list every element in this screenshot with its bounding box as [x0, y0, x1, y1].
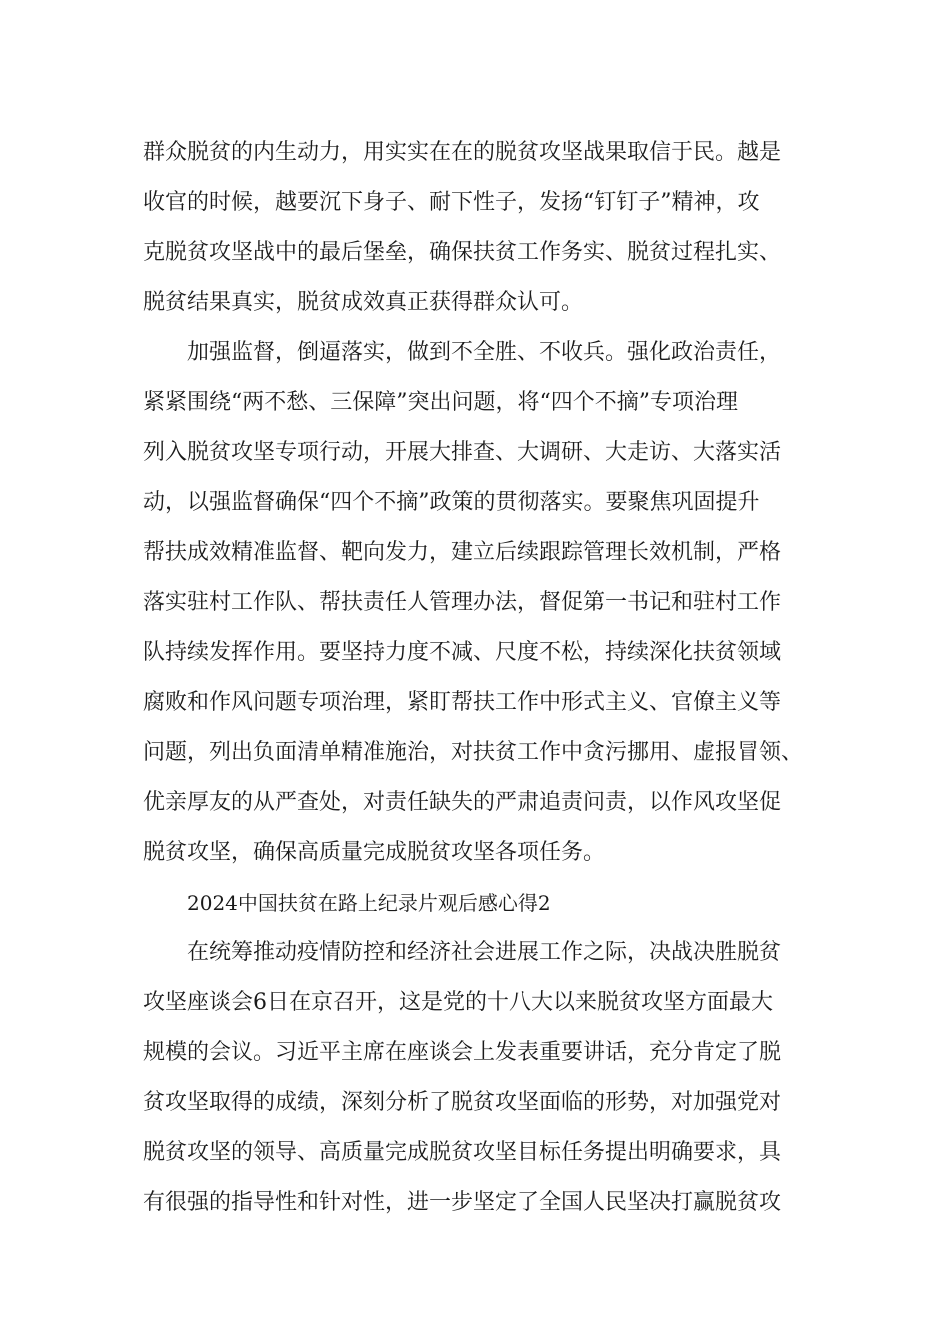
text-line: 有很强的指导性和针对性，进一步坚定了全国人民坚决打赢脱贫攻	[143, 1190, 782, 1215]
document-body	[143, 128, 827, 1228]
text-line: 脱贫结果真实，脱贫成效真正获得群众认可。	[143, 290, 584, 315]
text-line: 贫攻坚取得的成绩，深刻分析了脱贫攻坚面临的形势，对加强党对	[143, 1090, 782, 1115]
text-line: 紧紧围绕“两不愁、三保障”突出问题，将“四个不摘”专项治理	[143, 390, 738, 415]
text-line: 脱贫攻坚的领导、高质量完成脱贫攻坚目标任务提出明确要求，具	[143, 1140, 782, 1165]
text-line: 加强监督，倒逼落实，做到不全胜、不收兵。强化政治责任，	[187, 340, 782, 365]
text-line: 规模的会议。习近平主席在座谈会上发表重要讲话，充分肯定了脱	[143, 1040, 782, 1065]
text-line: 队持续发挥作用。要坚持力度不减、尺度不松，持续深化扶贫领域	[143, 640, 782, 665]
text-line: 在统筹推动疫情防控和经济社会进展工作之际，决战决胜脱贫	[187, 940, 782, 965]
text-line: 帮扶成效精准监督、靶向发力，建立后续跟踪管理长效机制，严格	[143, 540, 782, 565]
text-line: 腐败和作风问题专项治理，紧盯帮扶工作中形式主义、官僚主义等	[143, 690, 782, 715]
text-line: 问题，列出负面清单精准施治，对扶贫工作中贪污挪用、虚报冒领、	[143, 740, 804, 765]
text-line: 收官的时候，越要沉下身子、耐下性子，发扬“钉钉子”精神，攻	[143, 190, 760, 215]
section-heading: 2024中国扶贫在路上纪录片观后感心得2	[187, 891, 551, 915]
text-line: 动，以强监督确保“四个不摘”政策的贯彻落实。要聚焦巩固提升	[143, 490, 760, 515]
text-line: 群众脱贫的内生动力，用实实在在的脱贫攻坚战果取信于民。越是	[143, 140, 782, 165]
text-line: 优亲厚友的从严查处，对责任缺失的严肃追责问责，以作风攻坚促	[143, 790, 782, 815]
text-line: 攻坚座谈会6日在京召开，这是党的十八大以来脱贫攻坚方面最大	[143, 990, 773, 1015]
text-line: 列入脱贫攻坚专项行动，开展大排查、大调研、大走访、大落实活	[143, 440, 782, 465]
text-line: 克脱贫攻坚战中的最后堡垒，确保扶贫工作务实、脱贫过程扎实、	[143, 240, 782, 265]
text-line: 落实驻村工作队、帮扶责任人管理办法，督促第一书记和驻村工作	[143, 590, 782, 615]
text-line: 脱贫攻坚，确保高质量完成脱贫攻坚各项任务。	[143, 840, 606, 865]
